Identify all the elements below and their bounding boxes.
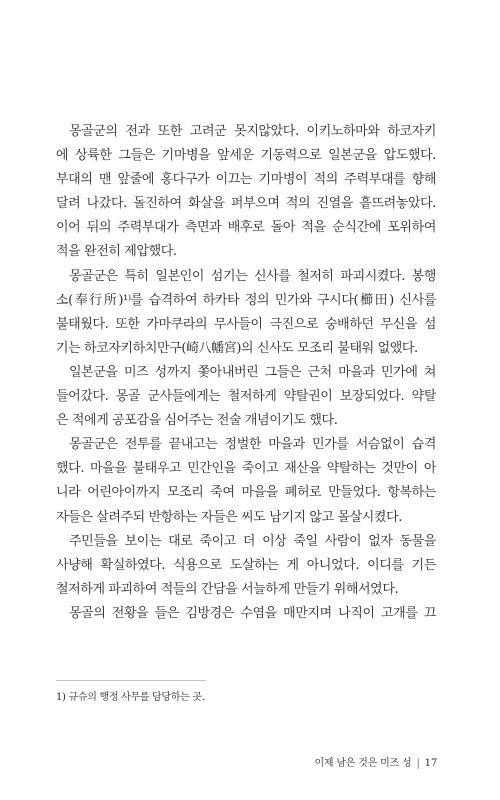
- text-line: 몽골군은 특히 일본인이 섬기는 신사를 철저히 파괴시켰다. 봉행: [69, 268, 436, 284]
- footnote: 1) 규슈의 행정 사무를 담당하는 곳.: [56, 692, 205, 703]
- footnote-divider: [56, 680, 206, 681]
- body-text: [56, 120, 436, 626]
- text-line: 몽골군의 전과 또한 고려군 못지않았다. 이키노하마와 하코자키: [69, 124, 436, 139]
- text-line: 들어갔다. 몽골 군사들에게는 철저하게 약탈권이 보장되었다. 약탈: [56, 389, 436, 405]
- text-line: 이어 뒤의 주력부대가 측면과 배후로 돌아 적을 순식간에 포위하여: [56, 220, 436, 236]
- text-line: 사냥해 확실하였다. 식용으로 도살하는 게 아니었다. 이디를 기든: [56, 557, 436, 573]
- running-title: 이제 남은 것은 미즈 성: [314, 758, 412, 769]
- text-line: 부대의 맨 앞줄에 홍다구가 이끄는 기마병이 적의 주력부대를 향해: [56, 172, 436, 188]
- page-number: 17: [424, 758, 437, 769]
- text-line: 기는 하코자키하치만구(崎八幡宮)의 신사도 모조리 불태워 없앴다.: [56, 340, 418, 356]
- text-line: 했다. 마을을 불태우고 민간인을 죽이고 재산을 약탈하는 것만이 아: [56, 461, 436, 477]
- text-line: 자들은 살려주되 반항하는 자들은 씨도 남기지 않고 몰살시켰다.: [56, 509, 402, 525]
- folio-separator: |: [416, 758, 420, 769]
- text-line: 몽골군은 전투를 끝내고는 정벌한 마을과 민가를 서슴없이 습격: [69, 437, 436, 453]
- text-line: 철저하게 파괴하여 적들의 간담을 서늘하게 만들기 위해서였다.: [56, 581, 399, 597]
- text-line: 달려 나갔다. 돌진하여 화살을 퍼부으며 적의 진열을 흩뜨려놓았다.: [56, 196, 436, 212]
- text-line: 주민들을 보이는 대로 죽이고 더 이상 죽일 사람이 없자 동물을: [69, 533, 436, 549]
- text-line: 소(奉行所)¹⁾를 습격하여 하카타 정의 민가와 구시다(櫛田) 신사를: [56, 292, 436, 308]
- page-footer: [314, 757, 437, 771]
- text-line: 은 적에게 공포감을 심어주는 전술 개념이기도 했다.: [56, 413, 338, 429]
- text-line: 몽골의 전황을 들은 김방경은 수염을 매만지며 나직이 고개를 끄: [69, 605, 436, 621]
- text-line: 적을 완전히 제압했다.: [56, 244, 177, 260]
- text-line: 에 상륙한 그들은 기마병을 앞세운 기동력으로 일본군을 압도했다.: [56, 148, 436, 164]
- text-line: 불태웠다. 또한 가마쿠라의 무사들이 극진으로 숭배하던 무신을 섬: [56, 316, 436, 332]
- text-line: 니라 어린아이까지 모조리 죽여 마을을 폐허로 만들었다. 항복하는: [56, 485, 436, 501]
- text-line: 일본군을 미즈 성까지 쫓아내버린 그들은 근처 마을과 민가에 쳐: [69, 364, 436, 380]
